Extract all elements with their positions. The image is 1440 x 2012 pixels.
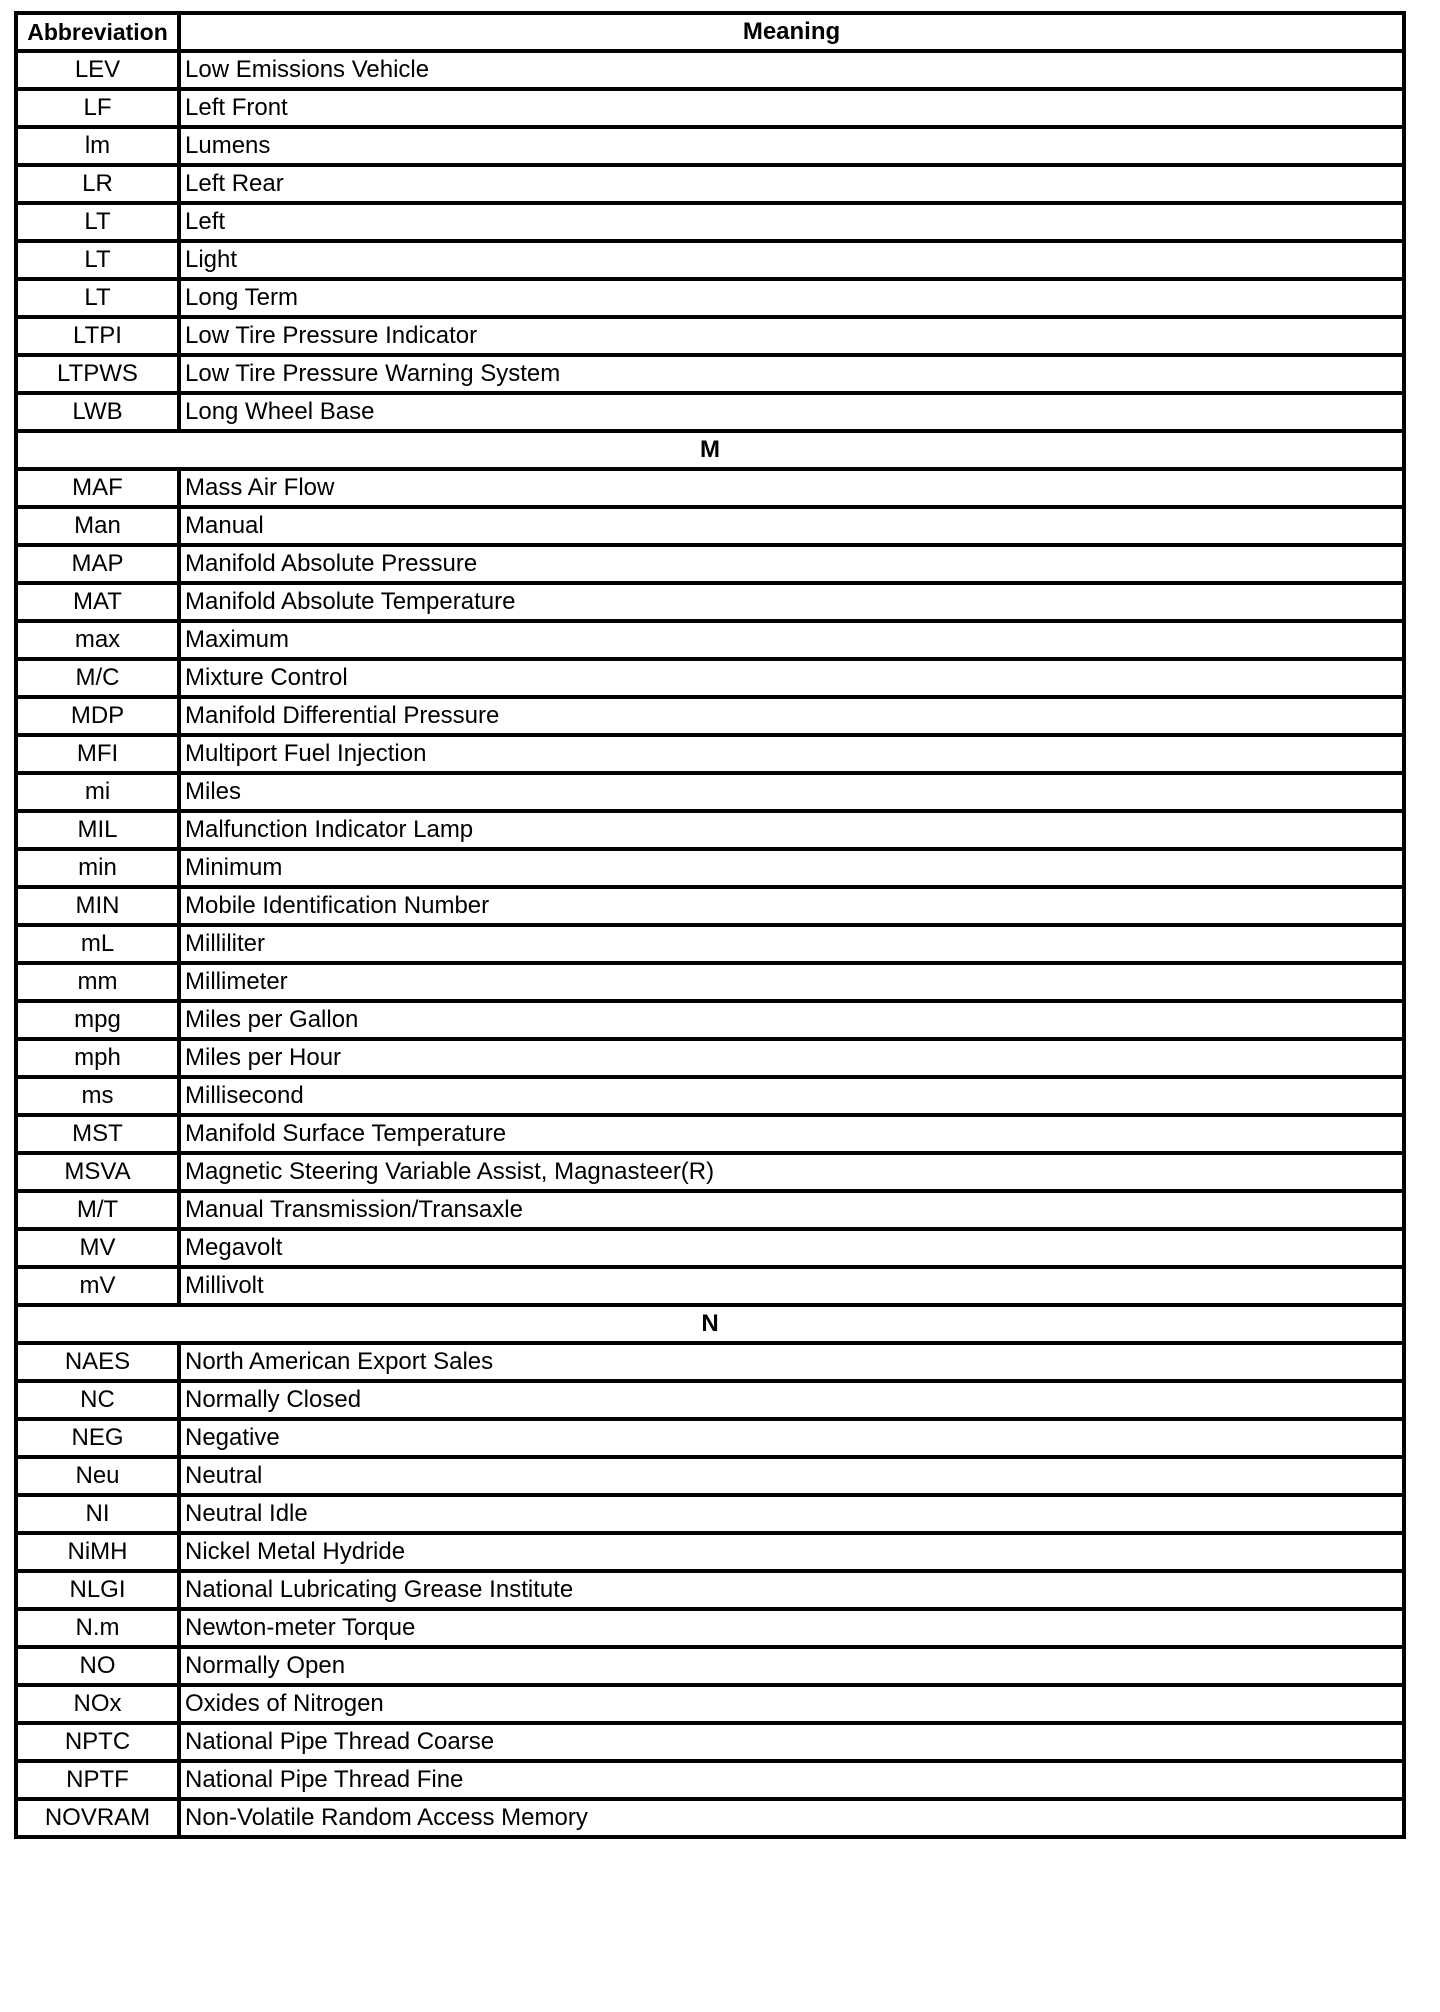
abbreviation-cell: mV [16, 1267, 179, 1305]
table-row [16, 925, 1404, 963]
abbreviation-column-header: Abbreviation [16, 13, 179, 51]
table-row [16, 811, 1404, 849]
table-row [16, 393, 1404, 431]
table-row [16, 1495, 1404, 1533]
meaning-cell: Malfunction Indicator Lamp [179, 811, 1404, 849]
meaning-cell: Millisecond [179, 1077, 1404, 1115]
abbreviation-cell: NOVRAM [16, 1799, 179, 1837]
table-row [16, 1457, 1404, 1495]
table-row [16, 317, 1404, 355]
table-row [16, 355, 1404, 393]
table-row [16, 697, 1404, 735]
meaning-cell: National Lubricating Grease Institute [179, 1571, 1404, 1609]
table-row [16, 887, 1404, 925]
table-row [16, 165, 1404, 203]
abbreviation-cell: LWB [16, 393, 179, 431]
meaning-cell: National Pipe Thread Coarse [179, 1723, 1404, 1761]
table-row [16, 773, 1404, 811]
abbreviation-cell: MIN [16, 887, 179, 925]
table-row [16, 1191, 1404, 1229]
abbreviation-cell: MSVA [16, 1153, 179, 1191]
meaning-cell: Manual Transmission/Transaxle [179, 1191, 1404, 1229]
table-row [16, 659, 1404, 697]
meaning-cell: Manifold Surface Temperature [179, 1115, 1404, 1153]
meaning-cell: Multiport Fuel Injection [179, 735, 1404, 773]
abbreviation-cell: NEG [16, 1419, 179, 1457]
section-letter: N [16, 1305, 1404, 1343]
meaning-column-header: Meaning [179, 13, 1404, 51]
abbreviation-cell: mL [16, 925, 179, 963]
table-row [16, 1419, 1404, 1457]
abbreviation-cell: LF [16, 89, 179, 127]
meaning-cell: Miles per Gallon [179, 1001, 1404, 1039]
table-row [16, 1001, 1404, 1039]
table-row [16, 127, 1404, 165]
abbreviation-cell: LT [16, 279, 179, 317]
abbreviation-cell: NO [16, 1647, 179, 1685]
abbreviation-cell: lm [16, 127, 179, 165]
abbreviation-cell: NAES [16, 1343, 179, 1381]
meaning-cell: Millimeter [179, 963, 1404, 1001]
section-letter: M [16, 431, 1404, 469]
abbreviation-cell: MAT [16, 583, 179, 621]
abbreviation-cell: MST [16, 1115, 179, 1153]
table-row [16, 507, 1404, 545]
meaning-cell: Milliliter [179, 925, 1404, 963]
abbreviation-cell: LEV [16, 51, 179, 89]
meaning-cell: Normally Open [179, 1647, 1404, 1685]
meaning-cell: Nickel Metal Hydride [179, 1533, 1404, 1571]
table-row [16, 1039, 1404, 1077]
abbreviation-cell: LR [16, 165, 179, 203]
table-row [16, 241, 1404, 279]
meaning-cell: Millivolt [179, 1267, 1404, 1305]
table-row [16, 1229, 1404, 1267]
abbreviation-cell: Man [16, 507, 179, 545]
table-row [16, 1267, 1404, 1305]
table-row [16, 89, 1404, 127]
abbreviation-cell: MIL [16, 811, 179, 849]
abbreviation-cell: mm [16, 963, 179, 1001]
meaning-cell: Newton-meter Torque [179, 1609, 1404, 1647]
meaning-cell: Left Rear [179, 165, 1404, 203]
abbreviation-cell: Neu [16, 1457, 179, 1495]
abbreviation-cell: LT [16, 241, 179, 279]
abbreviation-cell: ms [16, 1077, 179, 1115]
abbreviation-cell: M/T [16, 1191, 179, 1229]
abbreviation-cell: NC [16, 1381, 179, 1419]
table-row [16, 279, 1404, 317]
table-row [16, 1685, 1404, 1723]
meaning-cell: Low Emissions Vehicle [179, 51, 1404, 89]
meaning-cell: Low Tire Pressure Warning System [179, 355, 1404, 393]
abbreviation-cell: mph [16, 1039, 179, 1077]
abbreviation-cell: NiMH [16, 1533, 179, 1571]
meaning-cell: Mixture Control [179, 659, 1404, 697]
abbreviation-cell: mi [16, 773, 179, 811]
abbreviation-cell: LTPI [16, 317, 179, 355]
meaning-cell: Miles [179, 773, 1404, 811]
abbreviation-cell: N.m [16, 1609, 179, 1647]
abbreviation-cell: NLGI [16, 1571, 179, 1609]
meaning-cell: Megavolt [179, 1229, 1404, 1267]
meaning-cell: Manual [179, 507, 1404, 545]
meaning-cell: Maximum [179, 621, 1404, 659]
table-row [16, 1153, 1404, 1191]
meaning-cell: Negative [179, 1419, 1404, 1457]
table-body [16, 51, 1404, 1837]
table-row [16, 1115, 1404, 1153]
abbreviation-cell: NPTF [16, 1761, 179, 1799]
abbreviation-cell: mpg [16, 1001, 179, 1039]
meaning-cell: Manifold Absolute Pressure [179, 545, 1404, 583]
table-row [16, 469, 1404, 507]
meaning-cell: Manifold Differential Pressure [179, 697, 1404, 735]
abbreviation-cell: NPTC [16, 1723, 179, 1761]
meaning-cell: Normally Closed [179, 1381, 1404, 1419]
table-row [16, 51, 1404, 89]
table-row [16, 621, 1404, 659]
meaning-cell: National Pipe Thread Fine [179, 1761, 1404, 1799]
abbreviation-cell: NOx [16, 1685, 179, 1723]
section-row [16, 431, 1404, 469]
table-row [16, 735, 1404, 773]
abbreviation-cell: MFI [16, 735, 179, 773]
table-row [16, 1723, 1404, 1761]
abbreviation-cell: MDP [16, 697, 179, 735]
table-row [16, 849, 1404, 887]
meaning-cell: Oxides of Nitrogen [179, 1685, 1404, 1723]
meaning-cell: Long Term [179, 279, 1404, 317]
table-header [16, 13, 1404, 51]
table-row [16, 1761, 1404, 1799]
table-row [16, 583, 1404, 621]
abbreviation-cell: MV [16, 1229, 179, 1267]
meaning-cell: Light [179, 241, 1404, 279]
abbreviation-cell: min [16, 849, 179, 887]
meaning-cell: Left [179, 203, 1404, 241]
table-row [16, 1571, 1404, 1609]
abbreviation-cell: MAF [16, 469, 179, 507]
table-row [16, 1799, 1404, 1837]
abbreviation-table [14, 11, 1406, 1839]
table-row [16, 1609, 1404, 1647]
header-row [16, 13, 1404, 51]
table-row [16, 1647, 1404, 1685]
meaning-cell: Left Front [179, 89, 1404, 127]
meaning-cell: Manifold Absolute Temperature [179, 583, 1404, 621]
abbreviation-cell: LTPWS [16, 355, 179, 393]
abbreviation-cell: M/C [16, 659, 179, 697]
section-row [16, 1305, 1404, 1343]
meaning-cell: Mass Air Flow [179, 469, 1404, 507]
meaning-cell: Minimum [179, 849, 1404, 887]
abbreviation-cell: LT [16, 203, 179, 241]
table-row [16, 203, 1404, 241]
table-row [16, 545, 1404, 583]
meaning-cell: Lumens [179, 127, 1404, 165]
meaning-cell: Low Tire Pressure Indicator [179, 317, 1404, 355]
abbreviation-cell: NI [16, 1495, 179, 1533]
meaning-cell: Mobile Identification Number [179, 887, 1404, 925]
meaning-cell: Neutral Idle [179, 1495, 1404, 1533]
table-row [16, 1343, 1404, 1381]
meaning-cell: Non-Volatile Random Access Memory [179, 1799, 1404, 1837]
abbreviation-cell: MAP [16, 545, 179, 583]
meaning-cell: North American Export Sales [179, 1343, 1404, 1381]
meaning-cell: Long Wheel Base [179, 393, 1404, 431]
table-row [16, 1533, 1404, 1571]
table-row [16, 1381, 1404, 1419]
meaning-cell: Neutral [179, 1457, 1404, 1495]
meaning-cell: Miles per Hour [179, 1039, 1404, 1077]
table-row [16, 963, 1404, 1001]
meaning-cell: Magnetic Steering Variable Assist, Magnasteer(R) [179, 1153, 1404, 1191]
abbreviation-cell: max [16, 621, 179, 659]
table-row [16, 1077, 1404, 1115]
